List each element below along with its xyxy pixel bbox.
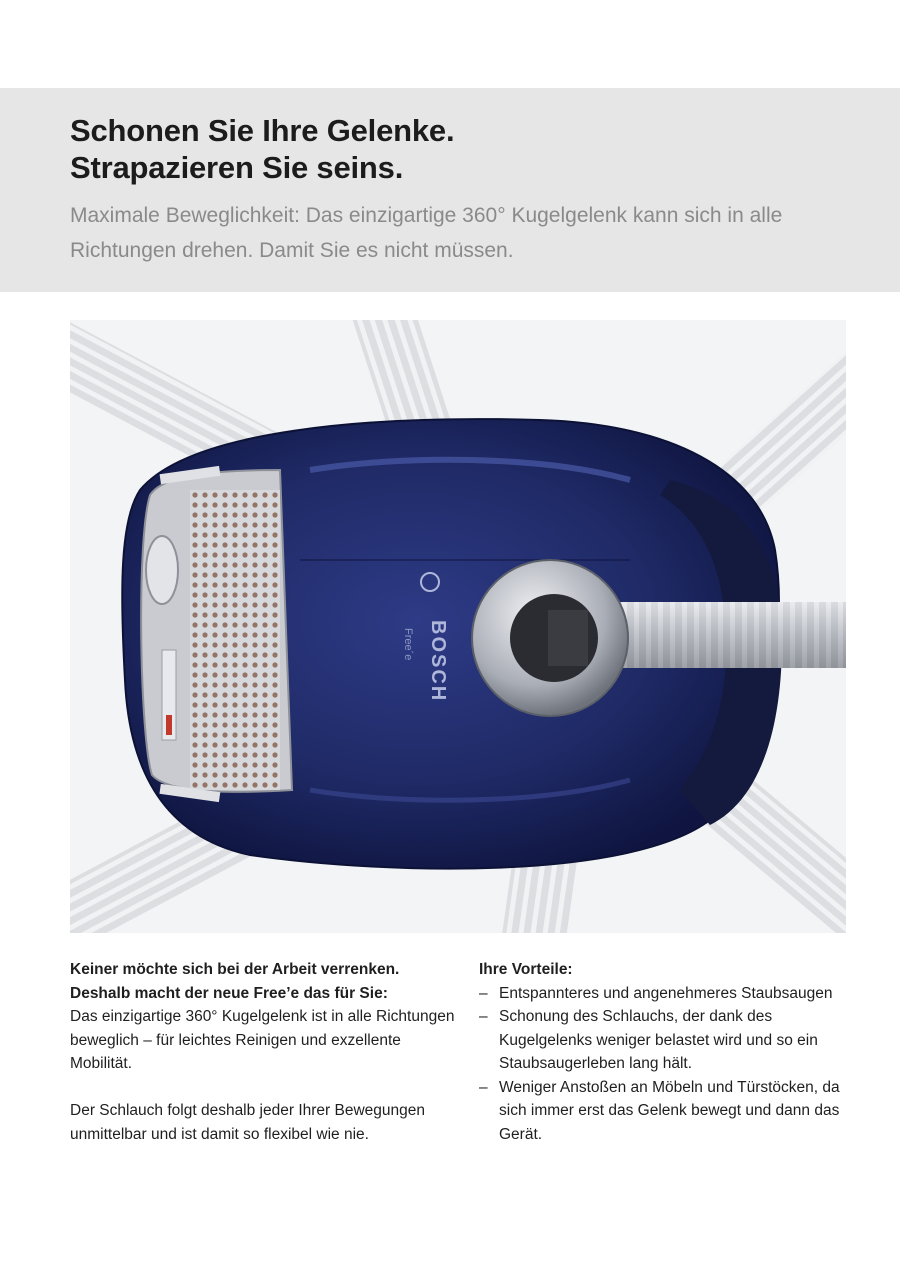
paragraph-1: Das einzigartige 360° Kugelgelenk ist in alle Richtungen beweglich – für leichtes Reinigen und exzellente Mobilität.	[70, 1008, 455, 1072]
intro-bold-1: Keiner möchte sich bei der Arbeit verrenken.	[70, 961, 400, 978]
headline-line-1: Schonen Sie Ihre Gelenke.	[70, 113, 455, 148]
list-item: – Schonung des Schlauchs, der dank des Kugelgelenks weniger belastet wird und so ein Staubsaugerleben lang hält.	[479, 1005, 849, 1076]
benefits-list	[479, 982, 849, 1147]
benefits-heading: Ihre Vorteile:	[479, 961, 573, 978]
model-text: Free´e	[402, 628, 414, 661]
intro-bold-2: Deshalb macht der neue Free’e das für Sie:	[70, 984, 388, 1002]
brand-text: BOSCH	[427, 620, 449, 703]
headline-line-2: Strapazieren Sie seins.	[70, 150, 404, 185]
list-item: – Weniger Anstoßen an Möbeln und Türstöcken, da sich immer erst das Gelenk bewegt und dann das Gerät.	[479, 1076, 849, 1147]
product-photo	[70, 320, 846, 933]
subline: Maximale Beweglichkeit: Das einzigartige 360° Kugelgelenk kann sich in alle Richtungen drehen. Damit Sie es nicht müssen.	[70, 204, 783, 262]
paragraph-gap	[70, 1076, 465, 1100]
paragraph-2: Der Schlauch folgt deshalb jeder Ihrer Bewegungen unmittelbar und ist damit so flexibel wie nie.	[70, 1102, 426, 1143]
ball-joint	[472, 560, 628, 716]
vacuum-illustration	[70, 320, 846, 933]
left-column	[70, 958, 465, 1146]
right-column	[479, 958, 849, 1146]
headline	[70, 112, 454, 186]
list-item: – Entspannteres und angenehmeres Staubsaugen	[479, 982, 849, 1006]
